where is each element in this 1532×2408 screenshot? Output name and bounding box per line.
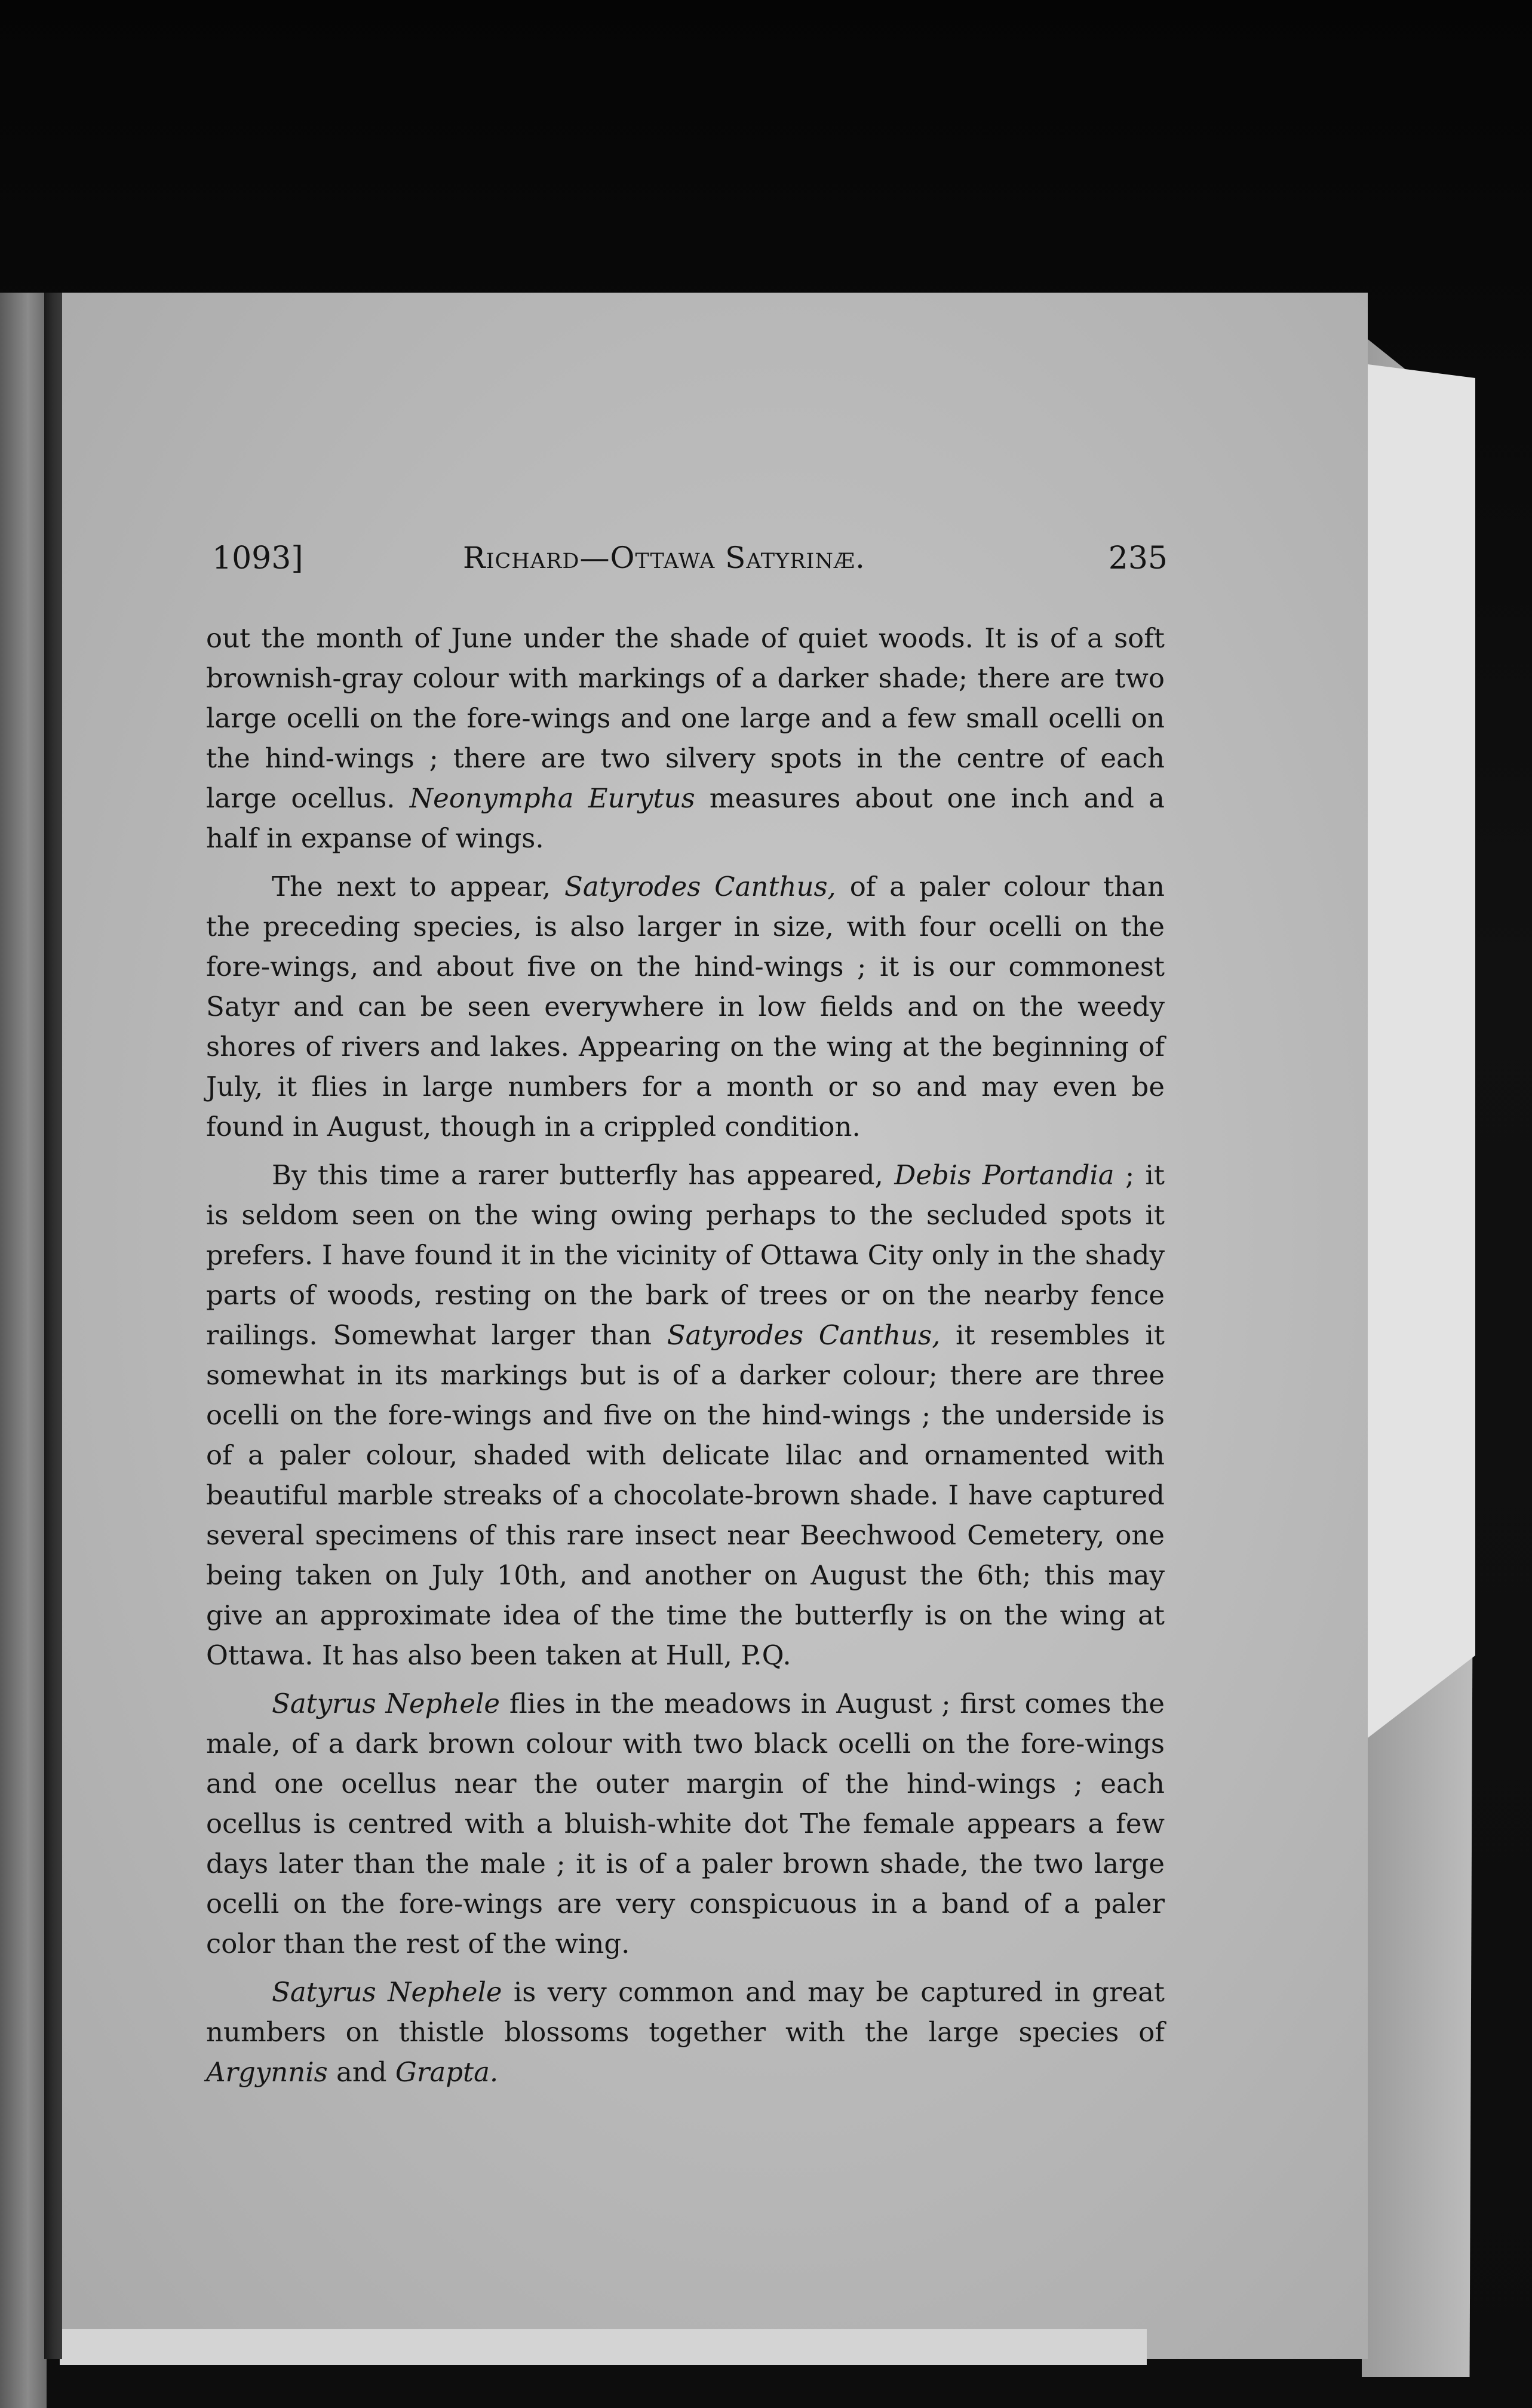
text-run: The next to appear, — [272, 871, 565, 902]
text-run: and — [327, 2056, 395, 2088]
body-text — [206, 618, 1165, 2100]
text-run: measures about one inch and a half in expanse of wings. — [206, 782, 1165, 854]
text-run: of a paler colour than the preceding species, is also larger in size, with four ocelli on the fore-wings, and about five on the hind-wings ; it is our commonest Satyr and can be seen everywhere in low fields and on the weedy shores of rivers and lakes. Appearing on the wing at the beginning of July, it flies in large numbers for a month or so and may even be found in August, though in a crippled condition. — [206, 871, 1165, 1142]
italic-text: Grapta. — [395, 2056, 499, 2088]
book-spine — [44, 293, 62, 2359]
header-title: Richard—Ottawa Satyrinæ. — [463, 540, 865, 575]
italic-text: Neonympha Eurytus — [409, 782, 695, 814]
text-run: ; it is seldom seen on the wing owing perhaps to the secluded spots it prefers. I have found it in the vicinity of Ottawa City only in the shady parts of woods, resting on the bark of trees or on the nearby fence railings. Somewhat larger than — [206, 1159, 1165, 1351]
paragraph — [206, 867, 1165, 1147]
page-bottom-edge — [60, 2329, 1147, 2365]
italic-text: Satyrus Nephele — [272, 1688, 501, 1719]
paragraph — [206, 618, 1165, 858]
paragraph — [206, 1155, 1165, 1675]
italic-text: Debis Portandia — [894, 1159, 1115, 1191]
italic-text: Satyrus Nephele — [272, 1976, 502, 2008]
running-header — [212, 540, 1168, 594]
italic-text: Satyrodes Canthus, — [667, 1319, 941, 1351]
text-run: out the month of June under the shade of quiet woods. It is of a soft brownish-gray colour with markings of a darker shade; there are two large ocelli on the fore-wings and one large and a few small ocelli on the hind-wings ; there are two silvery spots in the centre of each large ocellus. — [206, 622, 1165, 814]
paragraph — [206, 1684, 1165, 1964]
paragraph — [206, 1972, 1165, 2092]
next-page-edge — [1368, 364, 1475, 1738]
text-run: flies in the meadows in August ; first comes the male, of a dark brown colour with two black ocelli on the fore-wings and one ocellus near the outer margin of the hind-wings ; each ocellus is centred with a bluish-white dot The female appears a few days later than the male ; it is of a paler brown shade, the two large ocelli on the fore-wings are very conspicuous in a band of a paler color than the rest of the wing. — [206, 1688, 1165, 1959]
italic-text: Satyrodes Canthus, — [564, 871, 836, 902]
italic-text: Argynnis — [206, 2056, 328, 2088]
facing-page-edge — [0, 293, 47, 2408]
text-run: By this time a rarer butterfly has appeared, — [272, 1159, 895, 1191]
text-run: is very common and may be captured in great numbers on thistle blossoms together with the large species of — [206, 1976, 1165, 2048]
text-run: it resembles it somewhat in its markings but is of a darker colour; there are three ocelli on the fore-wings and five on the hind-wings ; the underside is of a paler colour, shaded with delicate lilac and ornamented with beautiful marble streaks of a chocolate-brown shade. I have captured several specimens of this rare insect near Beechwood Cemetery, one being taken on July 10th, and another on August the 6th; this may give an approximate idea of the time the butterfly is on the wing at Ottawa. It has also been taken at Hull, P.Q. — [206, 1319, 1165, 1671]
page-number: 235 — [1108, 540, 1168, 576]
header-left: 1093] — [212, 540, 303, 576]
